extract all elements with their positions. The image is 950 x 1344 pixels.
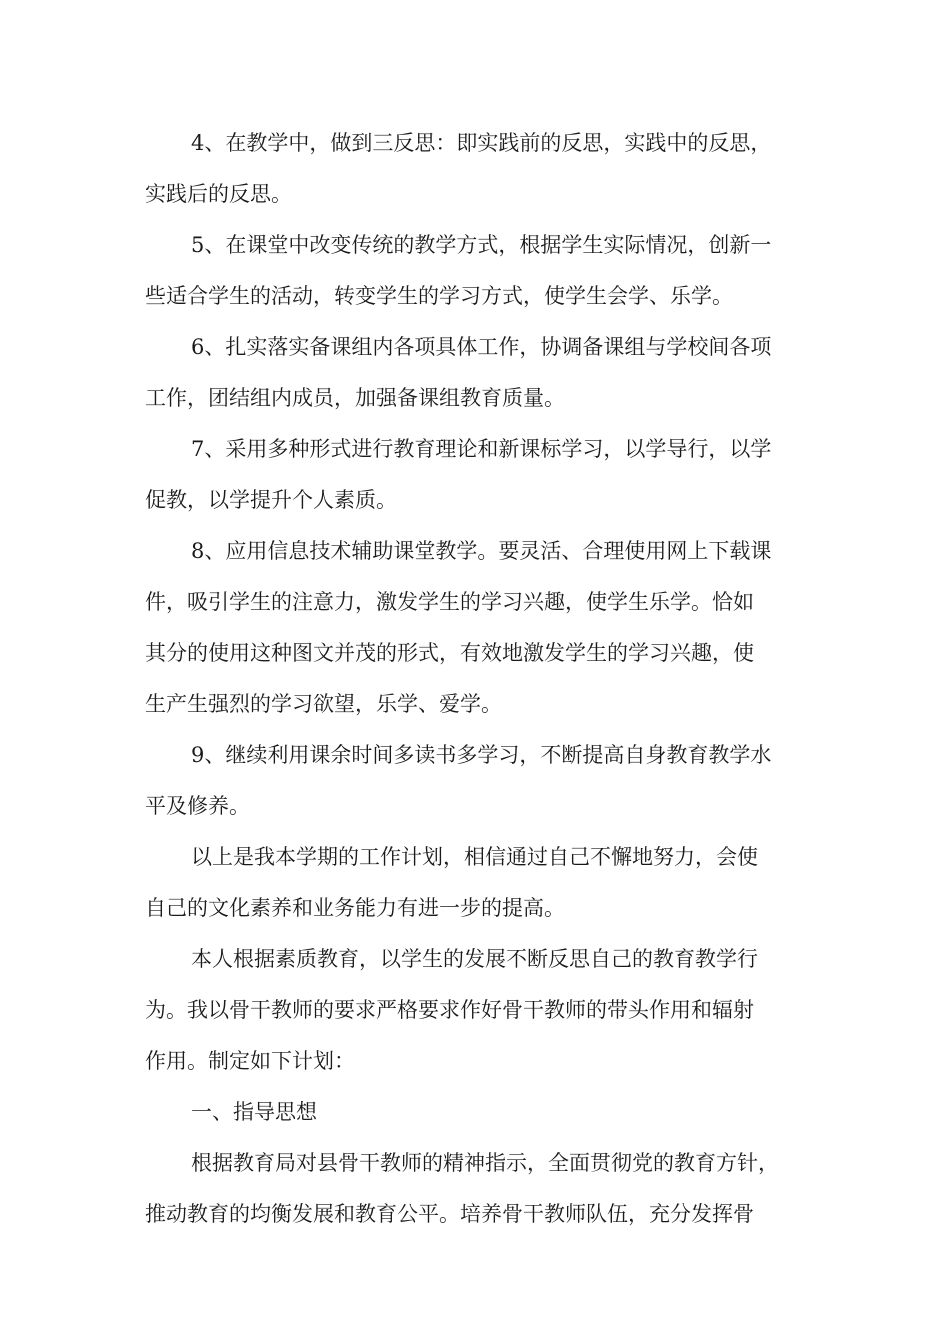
text-line: 以上是我本学期的工作计划，相信通过自己不懈地努力，会使 [191,845,758,869]
paragraph-item-4 [145,118,807,220]
document-body [145,118,807,1240]
paragraph-guiding-thought [145,1138,807,1240]
text-line: 9、继续利用课余时间多读书多学习，不断提高自身教育教学水 [191,743,772,767]
text-line: 平及修养。 [145,794,250,818]
text-line: 件，吸引学生的注意力，激发学生的学习兴趣，使学生乐学。恰如 [145,590,754,614]
text-line: 自己的文化素养和业务能力有进一步的提高。 [145,896,565,920]
paragraph-item-6 [145,322,807,424]
paragraph-item-5 [145,220,807,322]
text-line: 生产生强烈的学习欲望，乐学、爱学。 [145,692,502,716]
section-heading [145,1087,807,1138]
text-line: 根据教育局对县骨干教师的精神指示，全面贯彻党的教育方针， [191,1151,779,1175]
text-line: 推动教育的均衡发展和教育公平。培养骨干教师队伍，充分发挥骨 [145,1202,754,1226]
text-line: 5、在课堂中改变传统的教学方式，根据学生实际情况，创新一 [191,233,772,257]
text-line: 7、采用多种形式进行教育理论和新课标学习，以学导行，以学 [191,437,772,461]
text-line: 实践后的反思。 [145,182,292,206]
text-line: 为。我以骨干教师的要求严格要求作好骨干教师的带头作用和辐射 [145,998,754,1022]
text-line: 促教，以学提升个人素质。 [145,488,397,512]
text-line: 其分的使用这种图文并茂的形式，有效地激发学生的学习兴趣，使 [145,641,754,665]
text-line: 6、扎实落实备课组内各项具体工作，协调备课组与学校间各项 [191,335,772,359]
text-line: 工作，团结组内成员，加强备课组教育质量。 [145,386,565,410]
paragraph-item-9 [145,730,807,832]
paragraph-item-8 [145,526,807,730]
text-line: 8、应用信息技术辅助课堂教学。要灵活、合理使用网上下载课 [191,539,772,563]
text-line: 本人根据素质教育，以学生的发展不断反思自己的教育教学行 [191,947,758,971]
text-line: 作用。制定如下计划： [145,1049,355,1073]
paragraph-intro [145,934,807,1087]
text-line: 些适合学生的活动，转变学生的学习方式，使学生会学、乐学。 [145,284,733,308]
text-line: 4、在教学中，做到三反思：即实践前的反思，实践中的反思， [191,131,772,155]
paragraph-item-7 [145,424,807,526]
paragraph-summary [145,832,807,934]
text-line: 一、指导思想 [191,1100,317,1124]
